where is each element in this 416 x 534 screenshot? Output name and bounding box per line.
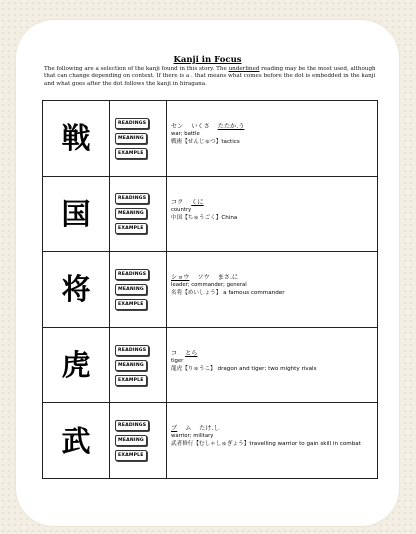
page-title: Kanji in Focus [173, 55, 242, 65]
example-text: 中国【ちゅうごく】China [171, 214, 238, 221]
example-text: 名将【めいしょう】 a famous commander [171, 290, 285, 297]
readings-line [171, 123, 377, 131]
reading: コ [171, 349, 178, 357]
example-text: 龍虎【りゅうこ】 dragon and tiger; two mighty rivals [171, 365, 317, 372]
kanji-cell [43, 327, 110, 403]
kanji-info-cell [167, 101, 378, 177]
label-buttons [110, 116, 166, 161]
intro-text-2: reading may be the most used, although that can change depending on context. If there is a . that means what comes before the dot is embedded in the kanji and what goes after the dot follows the kanji in hiragana. [44, 66, 376, 87]
reading: ブ [171, 425, 178, 433]
kanji-row [43, 403, 378, 479]
label-buttons-cell [110, 403, 167, 479]
meaning-button[interactable]: MEANING [115, 133, 147, 144]
label-buttons [110, 343, 166, 388]
intro-text-1: The following are a selection of the kanji found in this story. The [44, 66, 229, 72]
reading: たたか.う [217, 123, 245, 130]
meaning-text: country [171, 206, 192, 213]
readings-line [171, 350, 377, 358]
reading: セン [171, 123, 184, 130]
meaning-button[interactable]: MEANING [115, 208, 147, 219]
meaning-button[interactable]: MEANING [115, 284, 147, 295]
example-text: 武者修行【むしゃしゅぎょう】travelling warrior to gain skill in combat [171, 441, 361, 448]
kanji-row [43, 101, 378, 177]
intro-underlined-word: underlined [228, 66, 260, 72]
meaning-text: leader; commander; general [171, 282, 247, 289]
readings-button[interactable]: READINGS [115, 420, 149, 431]
kanji-cell [43, 101, 110, 177]
label-buttons [110, 191, 166, 236]
reading: まさ.に [217, 274, 239, 282]
kanji-character: 武 [61, 423, 91, 458]
reading: ソウ [197, 274, 210, 282]
readings-line [171, 199, 377, 207]
kanji-cell [43, 403, 110, 479]
meaning-text: tiger [171, 357, 184, 364]
kanji-character: 将 [61, 272, 91, 307]
readings-button[interactable]: READINGS [115, 193, 149, 204]
label-buttons [110, 418, 166, 463]
meaning-text: war; battle [171, 131, 200, 137]
label-buttons-cell [110, 101, 167, 177]
readings-line [171, 425, 377, 433]
example-button[interactable]: EXAMPLE [115, 148, 147, 159]
meaning-button[interactable]: MEANING [115, 435, 147, 446]
label-buttons-cell [110, 176, 167, 252]
reading: ム [185, 425, 192, 433]
kanji-cell [43, 252, 110, 328]
kanji-row [43, 327, 378, 403]
kanji-cell [43, 176, 110, 252]
readings-button[interactable]: READINGS [115, 345, 149, 356]
example-button[interactable]: EXAMPLE [115, 450, 147, 461]
meaning-text: warrior; military [171, 433, 214, 440]
example-text: 戦術【せんじゅつ】tactics [171, 139, 240, 145]
reading: とら [185, 349, 198, 357]
label-buttons-cell [110, 252, 167, 328]
readings-button[interactable]: READINGS [115, 269, 149, 280]
kanji-row [43, 252, 378, 328]
reading: くに [191, 198, 204, 206]
kanji-info-cell [167, 403, 378, 479]
intro-paragraph [44, 66, 379, 88]
readings-button[interactable]: READINGS [115, 118, 149, 129]
kanji-info-cell [167, 252, 378, 328]
reading: いくさ [191, 123, 210, 130]
label-buttons [110, 267, 166, 312]
readings-line [171, 274, 377, 282]
reading: ショウ [171, 274, 190, 282]
example-button[interactable]: EXAMPLE [115, 223, 147, 234]
example-button[interactable]: EXAMPLE [115, 375, 147, 386]
kanji-character: 国 [61, 196, 91, 231]
kanji-info-cell [167, 327, 378, 403]
kanji-character: 戦 [61, 121, 91, 156]
reading: コク [171, 198, 184, 206]
reading: たけ.し [199, 425, 220, 433]
kanji-row [43, 176, 378, 252]
example-button[interactable]: EXAMPLE [115, 299, 147, 310]
kanji-table [42, 100, 378, 479]
kanji-character: 虎 [61, 348, 91, 383]
meaning-button[interactable]: MEANING [115, 360, 147, 371]
kanji-info-cell [167, 176, 378, 252]
label-buttons-cell [110, 327, 167, 403]
